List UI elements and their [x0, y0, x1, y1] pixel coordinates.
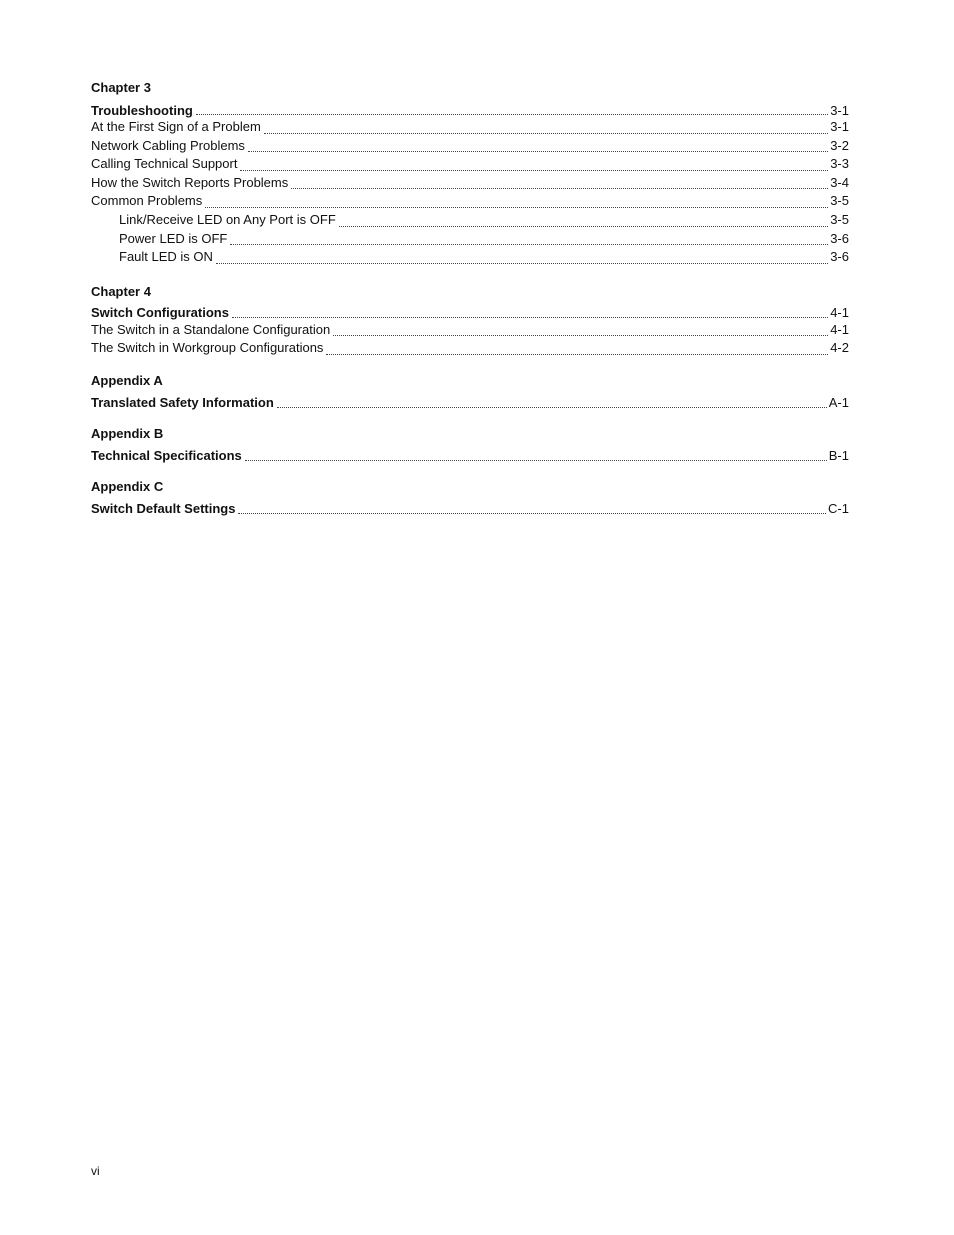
dot-leader	[264, 123, 828, 134]
toc-entry[interactable]	[91, 118, 849, 137]
section-label: Appendix C	[91, 478, 164, 494]
toc-section-appendix-a	[91, 373, 849, 411]
toc-page-number: 3-2	[830, 137, 849, 153]
toc-page-number: B-1	[828, 447, 849, 463]
toc-entry[interactable]	[91, 321, 849, 340]
toc-subentry[interactable]	[91, 248, 849, 267]
toc-entry-switch-default-settings[interactable]	[91, 501, 849, 517]
dot-leader	[232, 307, 828, 318]
dot-leader	[277, 397, 827, 408]
dot-leader	[205, 197, 828, 208]
toc-entry-title: Translated Safety Information	[91, 394, 274, 410]
toc-entry-label: The Switch in a Standalone Configuration	[91, 321, 331, 337]
toc-entry-title: Switch Default Settings	[91, 500, 236, 516]
toc-entry-translated-safety-information[interactable]	[91, 395, 849, 411]
section-label: Appendix A	[91, 372, 163, 388]
toc-page-number: A-1	[828, 394, 849, 410]
toc-subentry[interactable]	[91, 230, 849, 249]
dot-leader	[291, 178, 828, 189]
toc-section-appendix-c	[91, 479, 849, 517]
toc-page-number: 3-6	[830, 249, 849, 265]
toc-entry-label: How the Switch Reports Problems	[91, 174, 289, 190]
toc-page-number: 4-1	[830, 304, 849, 320]
toc-entry-label: Network Cabling Problems	[91, 137, 245, 153]
section-label: Appendix B	[91, 425, 164, 441]
dot-leader	[326, 344, 828, 355]
section-label: Chapter 3	[91, 80, 151, 95]
table-of-contents	[91, 80, 849, 517]
toc-entry[interactable]	[91, 174, 849, 193]
toc-section-chapter-3	[91, 80, 849, 267]
toc-entry-label: Calling Technical Support	[91, 156, 238, 172]
dot-leader	[196, 104, 828, 115]
dot-leader	[240, 160, 828, 171]
toc-entry-title: Switch Configurations	[91, 304, 229, 320]
dot-leader	[339, 216, 828, 227]
toc-entry-troubleshooting[interactable]	[91, 103, 849, 118]
toc-entry-label: Common Problems	[91, 193, 203, 209]
toc-entry-label: Link/Receive LED on Any Port is OFF	[119, 211, 336, 227]
toc-entry-title: Technical Specifications	[91, 447, 242, 463]
toc-page-number: 3-4	[830, 174, 849, 190]
toc-page-number: 3-1	[830, 103, 849, 118]
toc-entry-switch-configurations[interactable]	[91, 305, 849, 321]
section-label: Chapter 4	[91, 283, 151, 299]
toc-page-number: C-1	[828, 500, 849, 516]
dot-leader	[248, 141, 828, 152]
page-number-footer: vi	[91, 1164, 100, 1178]
toc-page-number: 3-5	[830, 211, 849, 227]
toc-entry-label: Fault LED is ON	[119, 249, 213, 265]
dot-leader	[216, 253, 828, 264]
toc-page-number: 3-1	[830, 119, 849, 134]
toc-entry[interactable]	[91, 137, 849, 156]
toc-section-chapter-4	[91, 284, 849, 358]
toc-page-number: 4-2	[830, 340, 849, 356]
toc-entry-label: At the First Sign of a Problem	[91, 119, 261, 134]
toc-page-number: 4-1	[830, 321, 849, 337]
toc-entry[interactable]	[91, 339, 849, 358]
toc-page-number: 3-3	[830, 156, 849, 172]
toc-entry-label: The Switch in Workgroup Configurations	[91, 340, 324, 356]
toc-entry-title: Troubleshooting	[91, 103, 193, 118]
toc-entry-technical-specifications[interactable]	[91, 448, 849, 464]
dot-leader	[230, 234, 828, 245]
toc-page-number: 3-5	[830, 193, 849, 209]
dot-leader	[238, 503, 826, 514]
toc-page-number: 3-6	[830, 230, 849, 246]
toc-section-appendix-b	[91, 426, 849, 464]
toc-entry-label: Power LED is OFF	[119, 230, 228, 246]
toc-entry[interactable]	[91, 192, 849, 211]
dot-leader	[333, 325, 828, 336]
dot-leader	[245, 450, 827, 461]
toc-subentry[interactable]	[91, 211, 849, 230]
toc-entry[interactable]	[91, 155, 849, 174]
